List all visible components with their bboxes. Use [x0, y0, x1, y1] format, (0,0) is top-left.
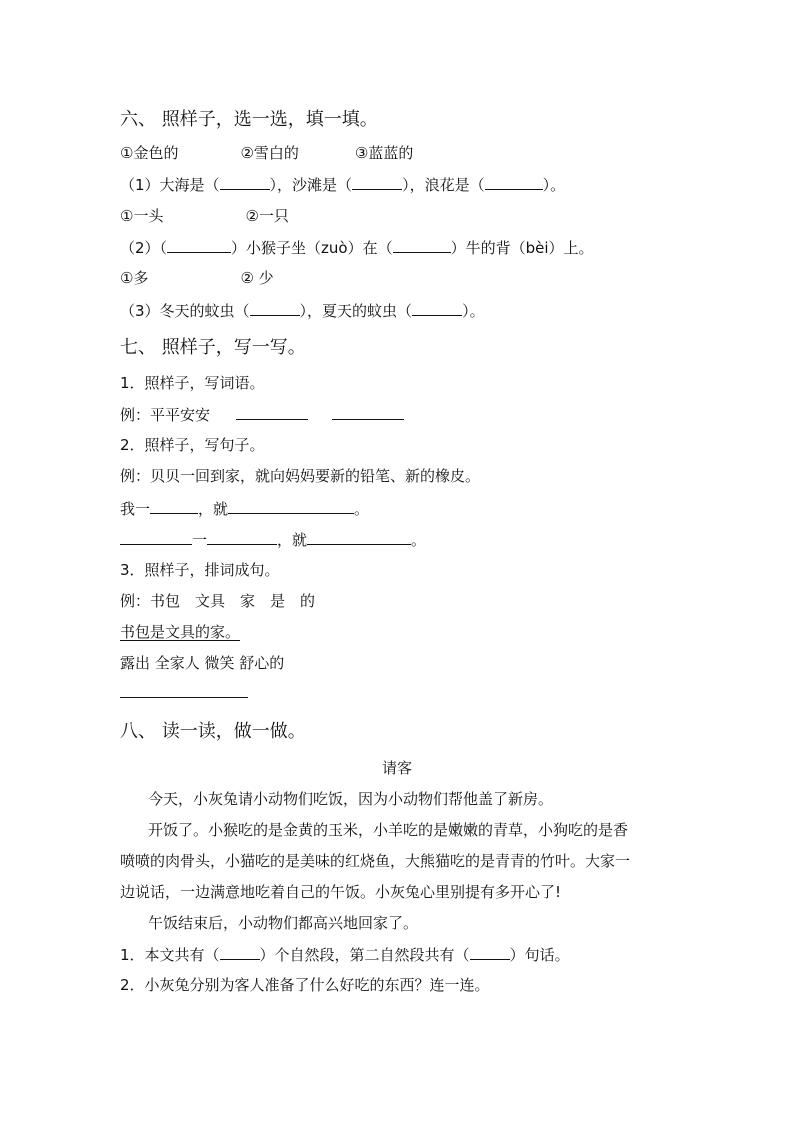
answer-blank[interactable] [332, 404, 404, 420]
section8-title: 八、 读一读，做一做。 [120, 721, 306, 742]
story-title: 请客 [381, 759, 412, 777]
section7-sub3-answer: 书包是文具的家。 [120, 623, 241, 641]
answer-blank[interactable] [120, 529, 192, 545]
section7-sub1-example: 例：平平安安 [120, 404, 404, 425]
story-paragraph-2-line-1: 开饭了。小猴吃的是金黄的玉米，小羊吃的是嫩嫩的青草，小狗吃的是香 [148, 821, 629, 839]
section7-sub1: 1．照样子，写词语。 [120, 374, 265, 392]
section6-question-2: （2）（ ）小猴子坐（zuò）在（ ）牛的背（bèi）上。 [120, 239, 594, 257]
blank[interactable] [470, 944, 510, 960]
section6-options-1 [120, 143, 413, 163]
section7-sub2-example: 例：贝贝一回到家，就向妈妈要新的铅笔、新的橡皮。 [120, 467, 481, 485]
section7-title: 七、 照样子，写一写。 [120, 337, 306, 358]
option: ②雪白的 [240, 144, 299, 162]
option: ② 少 [240, 269, 274, 287]
story-paragraph-1: 今天，小灰兔请小动物们吃饭，因为小动物们帮他盖了新房。 [148, 790, 554, 808]
answer-blank[interactable] [236, 404, 308, 420]
option: ②一只 [245, 207, 289, 225]
story-paragraph-2-line-2: 喷喷的肉骨头，小猫吃的是美味的红烧鱼，大熊猫吃的是青青的竹叶。大家一 [120, 852, 631, 870]
option: ①一头 [120, 207, 164, 225]
section7-sub3-words: 露出 全家人 微笑 舒心的 [120, 654, 285, 672]
section7-sub2-line1: 我一 ，就 。 [120, 500, 370, 518]
option: ①多 [120, 269, 149, 287]
answer-blank[interactable] [120, 682, 248, 698]
section6-question-3: （3）冬天的蚊虫（ ），夏天的蚊虫（ ）。 [120, 302, 485, 320]
option: ①金色的 [120, 144, 179, 162]
section7-sub3-example: 例：书包 文具 家 是 的 [120, 592, 316, 610]
section7-sub2-line2: 一 ，就 。 [120, 529, 426, 550]
blank[interactable] [167, 237, 231, 253]
answer-blank[interactable] [150, 498, 198, 514]
blank[interactable] [220, 174, 270, 190]
section7-sub3-answer-line [120, 682, 248, 703]
answer-blank[interactable] [228, 498, 354, 514]
section6-title: 六、 照样子，选一选，填一填。 [120, 109, 378, 130]
blank[interactable] [485, 174, 543, 190]
section7-sub2: 2．照样子，写句子。 [120, 436, 265, 454]
section6-options-3 [120, 268, 274, 288]
blank[interactable] [393, 237, 451, 253]
section6-question-1: （1）大海是（ ），沙滩是（ ），浪花是（ ）。 [120, 176, 566, 194]
story-paragraph-3: 午饭结束后，小动物们都高兴地回家了。 [148, 914, 419, 932]
option: ③蓝蓝的 [354, 144, 414, 162]
blank[interactable] [352, 174, 402, 190]
answer-blank[interactable] [207, 529, 277, 545]
story-paragraph-2-line-3: 边说话，一边满意地吃着自己的午饭。小灰兔心里别提有多开心了! [120, 883, 562, 901]
section8-question-1: 1．本文共有（ ）个自然段，第二自然段共有（ ）句话。 [120, 946, 570, 964]
section7-sub3: 3．照样子，排词成句。 [120, 561, 280, 579]
blank[interactable] [220, 944, 260, 960]
section6-options-2 [120, 206, 289, 226]
blank[interactable] [412, 300, 462, 316]
section8-question-2: 2．小灰兔分别为客人准备了什么好吃的东西？连一连。 [120, 976, 490, 994]
answer-blank[interactable] [307, 529, 411, 545]
blank[interactable] [250, 300, 300, 316]
